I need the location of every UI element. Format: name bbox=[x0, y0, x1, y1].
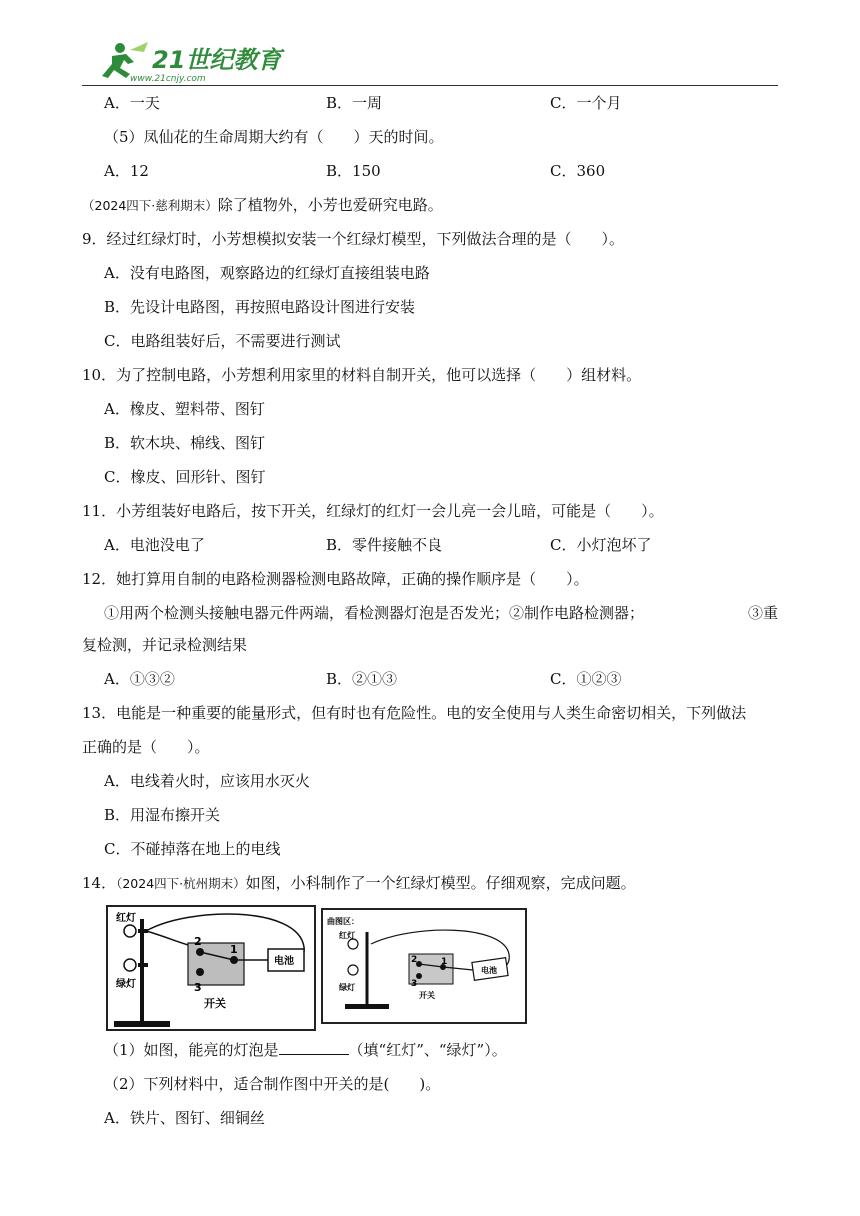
logo-url: www.21cnjy.com bbox=[130, 74, 206, 84]
label-red-light: 红灯 bbox=[116, 913, 136, 924]
figure-corner-label: 曲图区： bbox=[327, 917, 359, 926]
question-14-sub-2: （2）下列材料中，适合制作图中开关的是( )。 bbox=[104, 1075, 441, 1093]
terminal-2: 2 bbox=[411, 955, 418, 965]
option-a: A．没有电路图，观察路边的红绿灯直接组装电路 bbox=[104, 264, 430, 282]
label-green-light: 绿灯 bbox=[339, 983, 355, 992]
intro-text: 除了植物外，小芳也爱研究电路。 bbox=[217, 196, 443, 214]
question-13-stem: 13．电能是一种重要的能量形式，但有时也有危险性。电的安全使用与人类生命密切相关，下列做法 bbox=[82, 704, 747, 722]
option-c: C．小灯泡坏了 bbox=[550, 536, 652, 554]
section-intro bbox=[82, 195, 443, 216]
question-12-steps: ①用两个检测头接触电器元件两端，看检测器灯泡是否发光；②制作电路检测器； bbox=[104, 604, 645, 622]
option-b: B．先设计电路图，再按照电路设计图进行安装 bbox=[104, 298, 416, 316]
terminal-1: 1 bbox=[441, 957, 448, 967]
option-b: B．一周 bbox=[326, 94, 383, 112]
site-logo bbox=[100, 40, 290, 84]
question-number: 14． bbox=[82, 874, 117, 892]
terminal-3: 3 bbox=[194, 981, 202, 994]
option-a: A．①③② bbox=[104, 670, 175, 688]
option-c: C．360 bbox=[550, 162, 606, 180]
label-switch: 开关 bbox=[419, 991, 435, 1000]
option-a: A．电池没电了 bbox=[104, 536, 205, 554]
answer-blank[interactable] bbox=[279, 1040, 349, 1055]
header-divider bbox=[82, 85, 778, 86]
label-red-light: 红灯 bbox=[339, 931, 355, 940]
option-a: A．电线着火时，应该用水灭火 bbox=[104, 772, 310, 790]
question-5-stem: （5）凤仙花的生命周期大约有（ ）天的时间。 bbox=[104, 128, 444, 146]
question-12-steps-cont: 复检测，并记录检测结果 bbox=[82, 636, 248, 654]
option-b: B．用湿布擦开关 bbox=[104, 806, 221, 824]
terminal-2: 2 bbox=[194, 935, 202, 948]
question-14-text: 如图，小科制作了一个红绿灯模型。仔细观察，完成问题。 bbox=[245, 874, 636, 892]
traffic-light-figure-1 bbox=[106, 905, 316, 1031]
sub1-prefix: （1）如图，能亮的灯泡是 bbox=[104, 1041, 279, 1059]
option-b: B．零件接触不良 bbox=[326, 536, 443, 554]
logo-text: 21世纪教育 bbox=[152, 46, 282, 74]
option-c: C．不碰掉落在地上的电线 bbox=[104, 840, 281, 858]
label-switch: 开关 bbox=[204, 997, 226, 1010]
option-b: B．②①③ bbox=[326, 670, 398, 688]
question-10-stem: 10．为了控制电路，小芳想利用家里的材料自制开关，他可以选择（ ）组材料。 bbox=[82, 366, 642, 384]
option-a: A．12 bbox=[104, 162, 149, 180]
sub1-suffix: （填“红灯”、“绿灯”）。 bbox=[348, 1041, 507, 1059]
question-14-sub-1 bbox=[104, 1040, 507, 1060]
option-a: A．橡皮、塑料带、图钉 bbox=[104, 400, 265, 418]
option-c: C．①②③ bbox=[550, 670, 622, 688]
option-c: C．橡皮、回形针、图钉 bbox=[104, 468, 266, 486]
source-tag: （2024四下·慈利期末） bbox=[82, 198, 218, 213]
question-11-stem: 11．小芳组装好电路后，按下开关，红绿灯的红灯一会儿亮一会儿暗，可能是（ ）。 bbox=[82, 502, 664, 520]
terminal-1: 1 bbox=[230, 943, 238, 956]
label-green-light: 绿灯 bbox=[116, 979, 136, 990]
question-12-stem: 12．她打算用自制的电路检测器检测电路故障，正确的操作顺序是（ ）。 bbox=[82, 570, 589, 588]
option-c: C．一个月 bbox=[550, 94, 622, 112]
traffic-light-figure-2 bbox=[321, 908, 527, 1024]
option-b: B．150 bbox=[326, 162, 381, 180]
option-b: B．软木块、棉线、图钉 bbox=[104, 434, 266, 452]
terminal-3: 3 bbox=[411, 979, 418, 989]
question-14-stem bbox=[82, 873, 636, 894]
question-12-step3-start: ③重 bbox=[748, 604, 779, 622]
label-battery: 电池 bbox=[481, 966, 497, 975]
source-tag: （2024四下·杭州期末） bbox=[116, 876, 246, 891]
label-battery: 电池 bbox=[274, 956, 294, 967]
question-13-stem-cont: 正确的是（ ）。 bbox=[82, 738, 210, 756]
option-a: A．铁片、图钉、细铜丝 bbox=[104, 1109, 265, 1127]
option-c: C．电路组装好后，不需要进行测试 bbox=[104, 332, 341, 350]
question-9-stem: 9．经过红绿灯时，小芳想模拟安装一个红绿灯模型，下列做法合理的是（ ）。 bbox=[82, 230, 625, 248]
option-a: A．一天 bbox=[104, 94, 160, 112]
